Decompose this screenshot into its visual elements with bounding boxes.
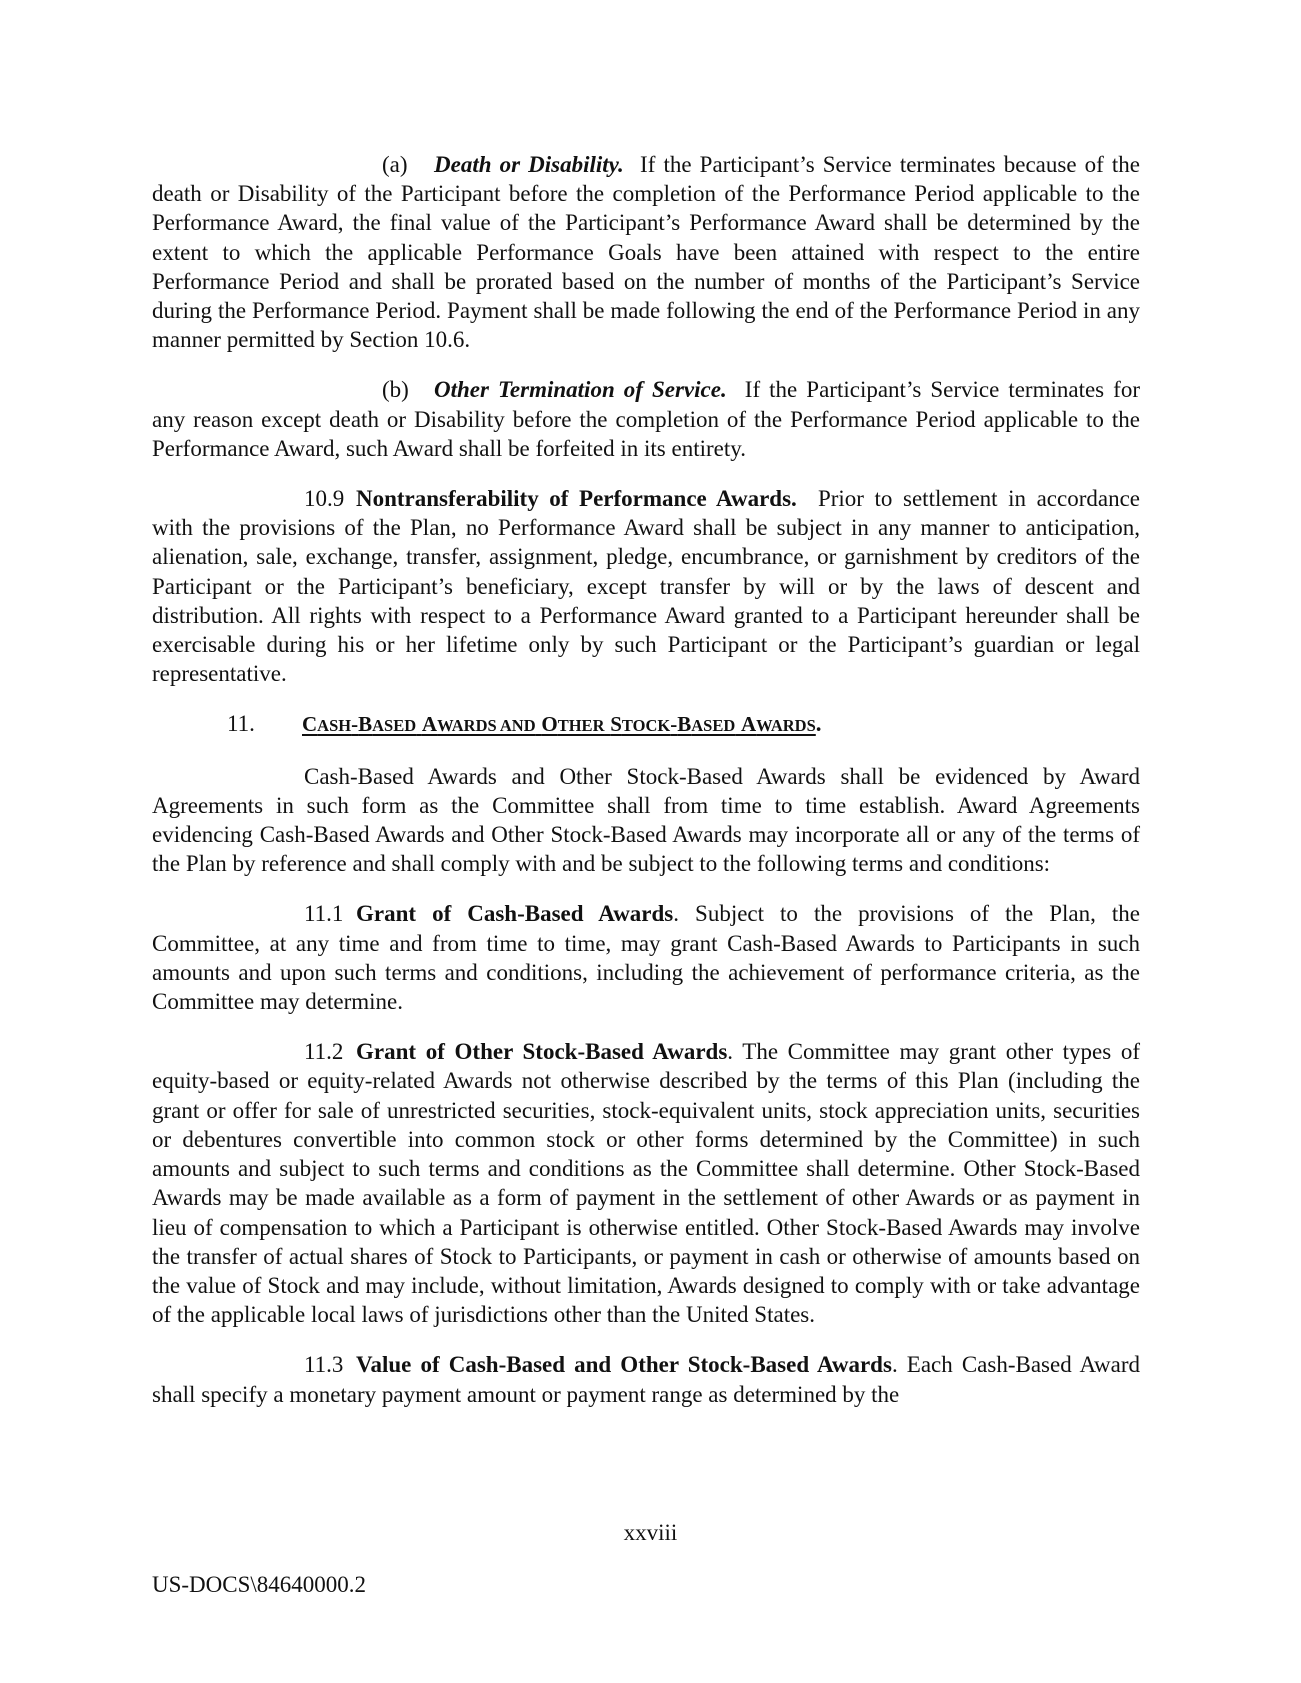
section-11-heading: 11. CASH-BASED AWARDS AND OTHER STOCK-BASED AWARDS. [152, 709, 1140, 740]
section-11-1-heading: Grant of Cash-Based Awards [356, 901, 674, 927]
document-page [152, 150, 1140, 1430]
document-id: US-DOCS\84640000.2 [152, 1572, 367, 1597]
section-11-1-text: . Subject to the provisions of the Plan, the Committee, at any time and from time to time, may grant Cash-Based Awards to Participants in such amounts and upon such terms and conditions, including the achievement of performance criteria, as the Committee may determine. [152, 901, 1140, 1015]
section-11-2-text: . The Committee may grant other types of equity-based or equity-related Awards not otherwise described by the terms of this Plan (including the grant or offer for sale of unrestricted securities, stock-equivalent units, stock appreciation units, securities or debentures convertible into common stock or other forms determined by the Committee) in such amounts and subject to such terms and conditions as the Committee shall determine. Other Stock-Based Awards may be made available as a form of payment in the settlement of other Awards or as payment in lieu of compensation to which a Participant is otherwise entitled. Other Stock-Based Awards may involve the transfer of actual shares of Stock to Participants, or payment in cash or otherwise of amounts based on the value of Stock and may include, without limitation, Awards designed to comply with or take advantage of the applicable local laws of jurisdictions other than the United States. [152, 1039, 1140, 1328]
section-10-9-heading: Nontransferability of Performance Awards. [356, 486, 797, 512]
section-11-3-number: 11.3 [304, 1352, 344, 1378]
paragraph-b-text: If the Participant’s Service terminates for any reason except death or Disability before the completion of the Performance Period applicable to the Performance Award, such Award shall be forfeited in its entirety. [152, 377, 1140, 461]
section-11-1 [152, 899, 1140, 1016]
paragraph-a-heading: Death or Disability. [434, 152, 624, 177]
section-11-3-text: . Each Cash-Based Award shall specify a monetary payment amount or payment range as determined by the [152, 1352, 1141, 1407]
paragraph-a-text: If the Participant’s Service terminates because of the death or Disability of the Participant before the completion of the Performance Period applicable to the Performance Award, the final value of the Participant’s Performance Award shall be determined by the extent to which the applicable Performance Goals have been attained with respect to the entire Performance Period and shall be prorated based on the number of months of the Participant’s Service during the Performance Period. Payment shall be made following the end of the Performance Period in any manner permitted by Section 10.6. [152, 152, 1141, 353]
paragraph-a [152, 150, 1140, 354]
section-11-2-heading: Grant of Other Stock-Based Awards [356, 1039, 728, 1065]
section-10-9-text: Prior to settlement in accordance with the provisions of the Plan, no Performance Award shall be subject in any manner to anticipation, alienation, sale, exchange, transfer, assignment, pledge, encumbrance, or garnishment by creditors of the Participant or the Participant’s beneficiary, except transfer by will or by the laws of descent and distribution. All rights with respect to a Performance Award granted to a Participant hereunder shall be exercisable during his or her lifetime only by such Participant or the Participant’s guardian or legal representative. [152, 486, 1141, 687]
paragraph-b-label: (b) [382, 377, 409, 403]
section-11-3-heading: Value of Cash-Based and Other Stock-Based Awards [356, 1352, 892, 1378]
page-number: xxviii [623, 1520, 678, 1545]
paragraph-b [152, 375, 1140, 463]
section-11-3 [152, 1350, 1140, 1408]
section-11-number: 11. [227, 711, 255, 737]
section-11-intro: Cash-Based Awards and Other Stock-Based Awards shall be evidenced by Award Agreements in such form as the Committee shall from time to time establish. Award Agreements evidencing Cash-Based Awards and Other Stock-Based Awards may incorporate all or any of the terms of the Plan by reference and shall comply with and be subject to the following terms and conditions: [152, 763, 1140, 877]
section-10-9-number: 10.9 [304, 486, 345, 512]
section-11-2 [152, 1037, 1140, 1329]
section-11-2-number: 11.2 [304, 1039, 344, 1065]
section-11-title: CASH-BASED AWARDS AND OTHER STOCK-BASED AWARDS [302, 712, 816, 737]
section-11-1-number: 11.1 [304, 901, 344, 927]
paragraph-b-heading: Other Termination of Service. [434, 377, 727, 403]
paragraph-a-label: (a) [382, 152, 408, 177]
section-10-9 [152, 484, 1140, 688]
